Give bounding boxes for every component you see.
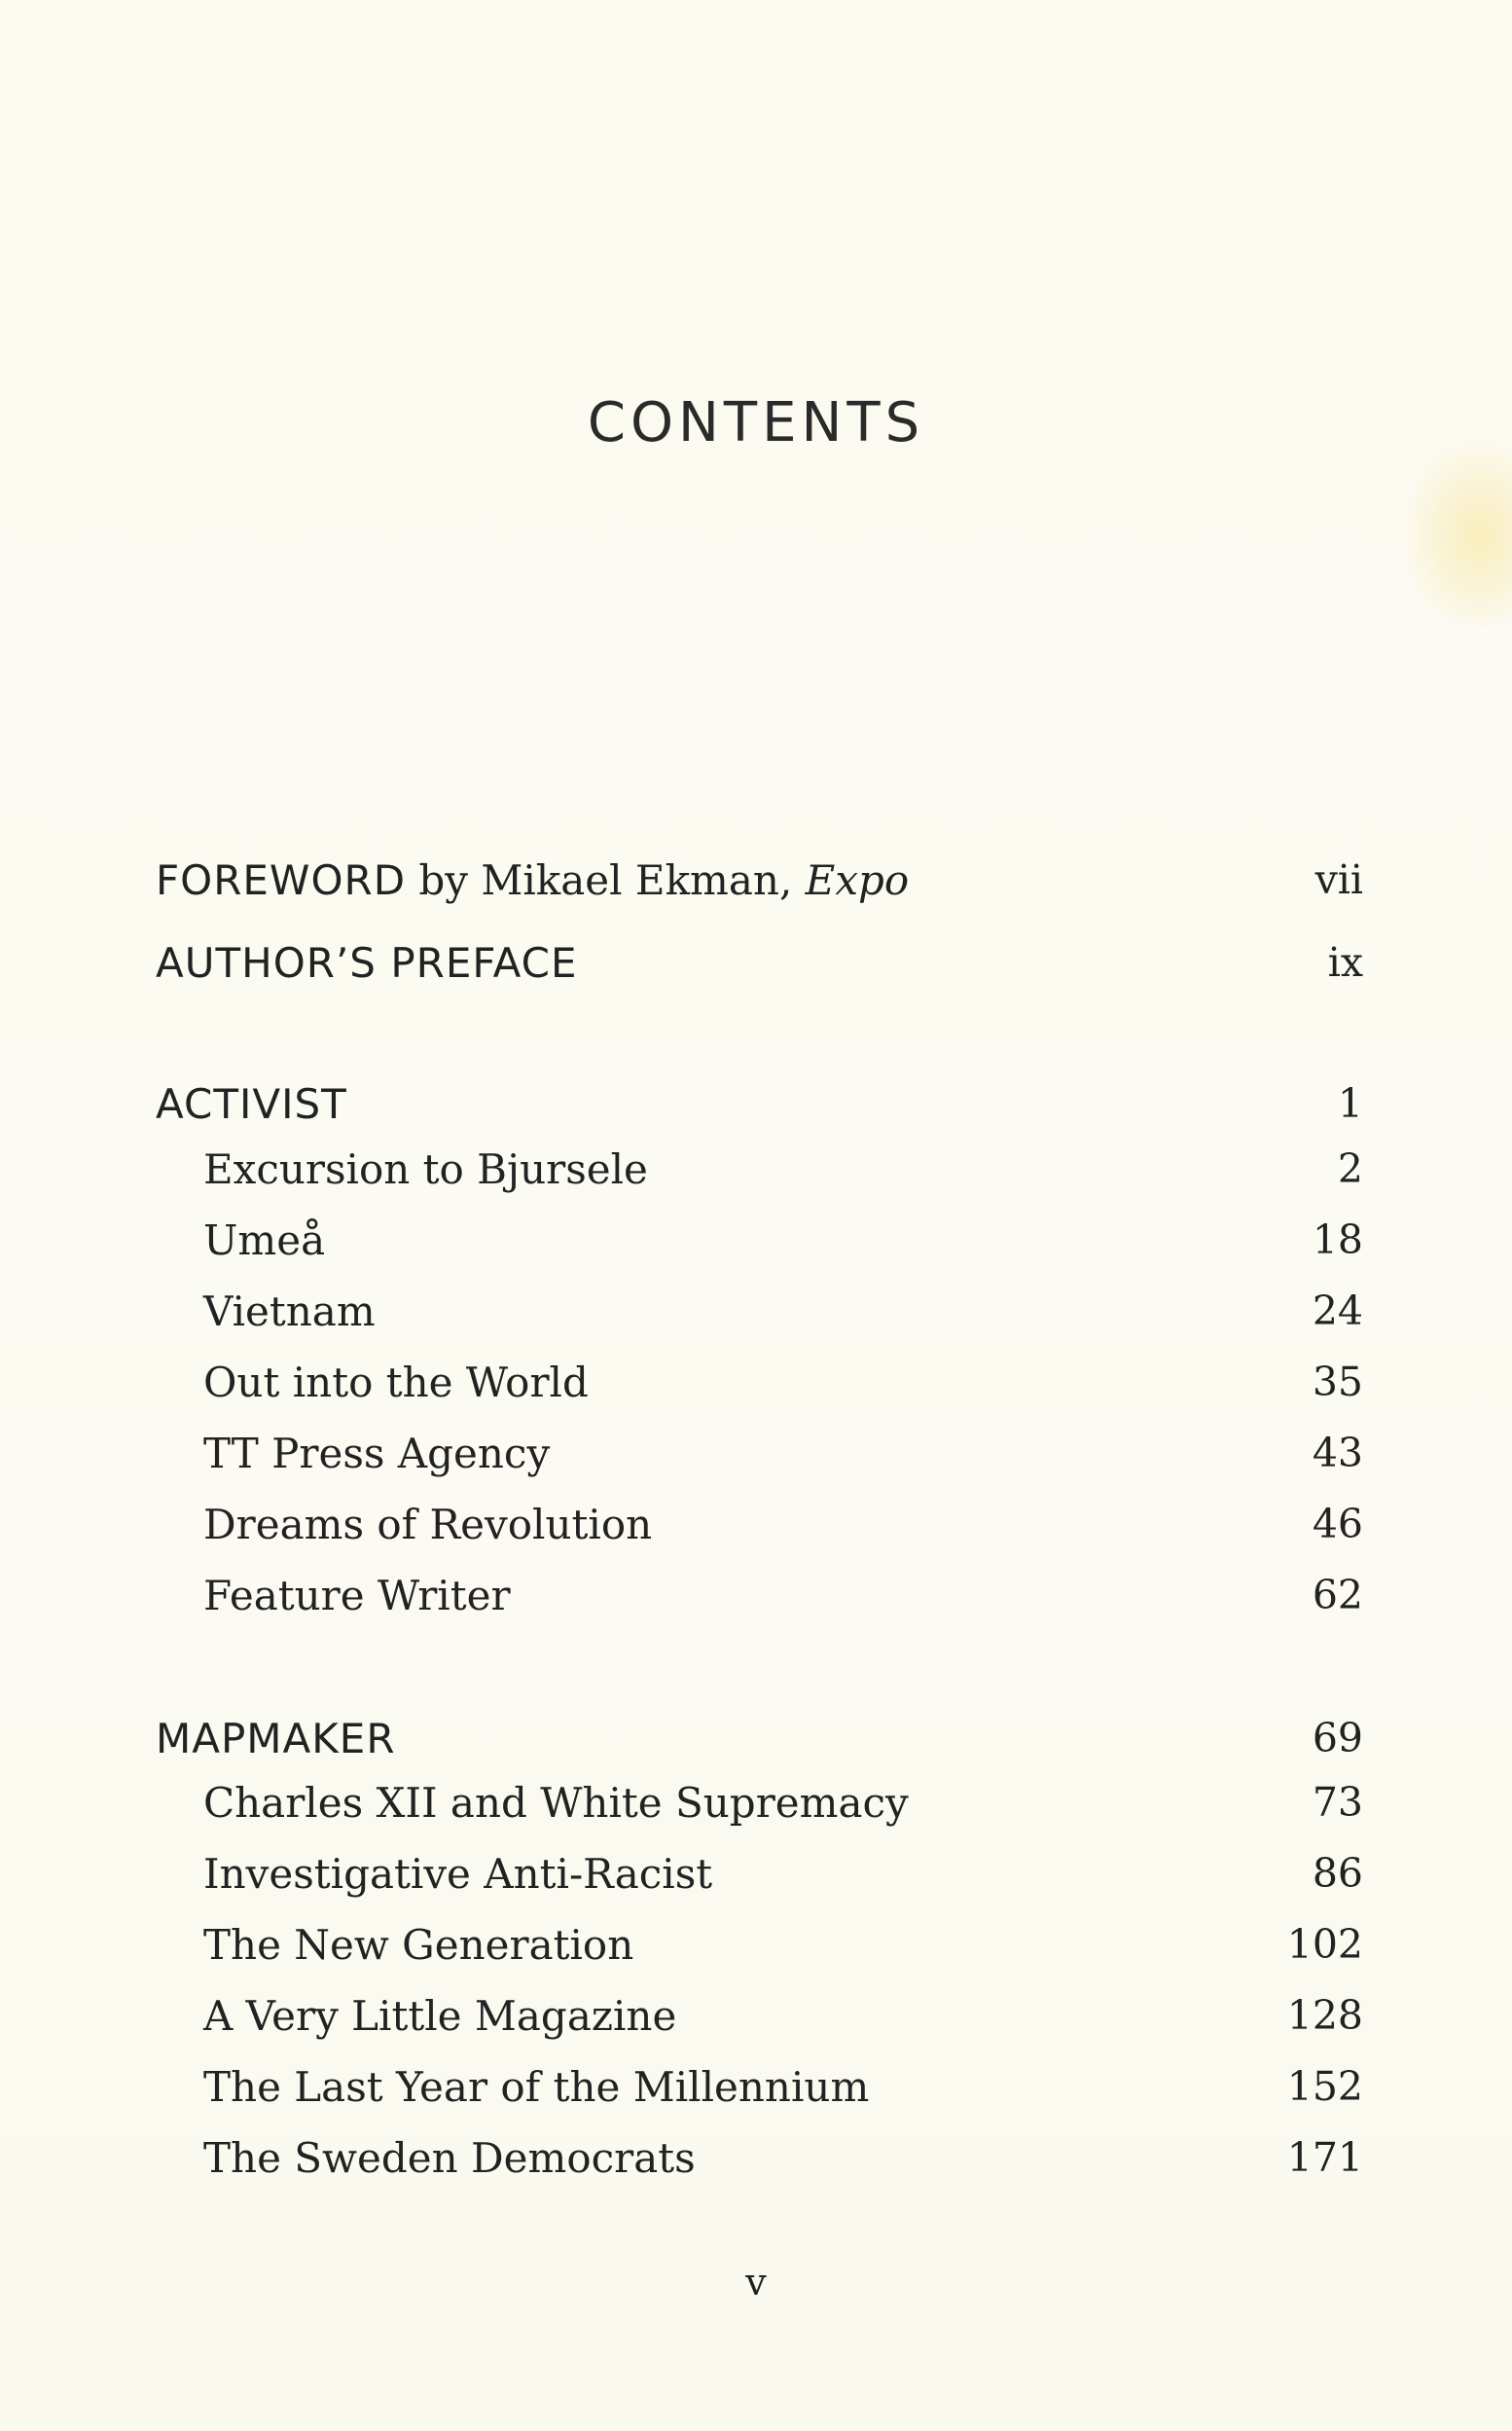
part-title: ACTIVIST xyxy=(156,1080,347,1128)
toc-chapter xyxy=(0,1921,1512,1979)
toc-chapter xyxy=(0,2063,1512,2122)
toc-page-number: 86 xyxy=(1312,1850,1363,1897)
toc-entry-label: AUTHOR’S PREFACE xyxy=(156,939,578,987)
chapter-title: Out into the World xyxy=(203,1359,589,1406)
toc-entry-foreword xyxy=(0,856,1512,915)
toc-page-number: 152 xyxy=(1286,2063,1363,2110)
toc-chapter xyxy=(0,1145,1512,1204)
toc-page-number: 35 xyxy=(1312,1359,1363,1405)
toc-entry-label: FOREWORD by Mikael Ekman, Expo xyxy=(156,856,910,904)
toc-part-heading xyxy=(0,1715,1512,1773)
toc-part-heading xyxy=(0,1080,1512,1139)
toc-page-number: 128 xyxy=(1286,1992,1363,2039)
toc-page-number: vii xyxy=(1314,856,1363,903)
chapter-title: The Sweden Democrats xyxy=(203,2134,696,2182)
toc-chapter xyxy=(0,1572,1512,1630)
toc-chapter xyxy=(0,2134,1512,2193)
toc-chapter xyxy=(0,1501,1512,1559)
page-title: CONTENTS xyxy=(587,391,925,454)
toc-chapter xyxy=(0,1779,1512,1837)
toc-page-number: 73 xyxy=(1312,1779,1363,1826)
toc-chapter xyxy=(0,1216,1512,1275)
chapter-title: Umeå xyxy=(203,1216,326,1264)
toc-chapter xyxy=(0,1850,1512,1908)
toc-entry-preface xyxy=(0,939,1512,998)
toc-chapter xyxy=(0,1992,1512,2050)
page-folio: v xyxy=(745,2261,767,2304)
chapter-title: Vietnam xyxy=(203,1288,376,1335)
toc-chapter xyxy=(0,1288,1512,1346)
toc-page-number: 69 xyxy=(1312,1715,1363,1761)
chapter-title: TT Press Agency xyxy=(203,1430,551,1477)
chapter-title: The New Generation xyxy=(203,1921,634,1969)
chapter-title: Dreams of Revolution xyxy=(203,1501,653,1548)
chapter-title: Feature Writer xyxy=(203,1572,511,1619)
toc-page-number: 46 xyxy=(1312,1501,1363,1547)
toc-page-number: 102 xyxy=(1286,1921,1363,1968)
toc-chapter xyxy=(0,1359,1512,1417)
toc-page-number: 24 xyxy=(1312,1288,1363,1334)
toc-page-number: 43 xyxy=(1312,1430,1363,1476)
toc-page-number: 171 xyxy=(1286,2134,1363,2181)
toc-page-number: 18 xyxy=(1312,1216,1363,1263)
paper-stain xyxy=(1405,443,1512,628)
chapter-title: A Very Little Magazine xyxy=(203,1992,677,2040)
chapter-title: Charles XII and White Supremacy xyxy=(203,1779,909,1827)
toc-page-number: ix xyxy=(1327,939,1363,986)
toc-page-number: 62 xyxy=(1312,1572,1363,1618)
toc-chapter xyxy=(0,1430,1512,1488)
chapter-title: The Last Year of the Millennium xyxy=(203,2063,870,2111)
chapter-title: Excursion to Bjursele xyxy=(203,1145,648,1193)
chapter-title: Investigative Anti-Racist xyxy=(203,1850,713,1898)
toc-page-number: 2 xyxy=(1337,1145,1363,1192)
toc-page-number: 1 xyxy=(1337,1080,1363,1127)
part-title: MAPMAKER xyxy=(156,1715,396,1762)
